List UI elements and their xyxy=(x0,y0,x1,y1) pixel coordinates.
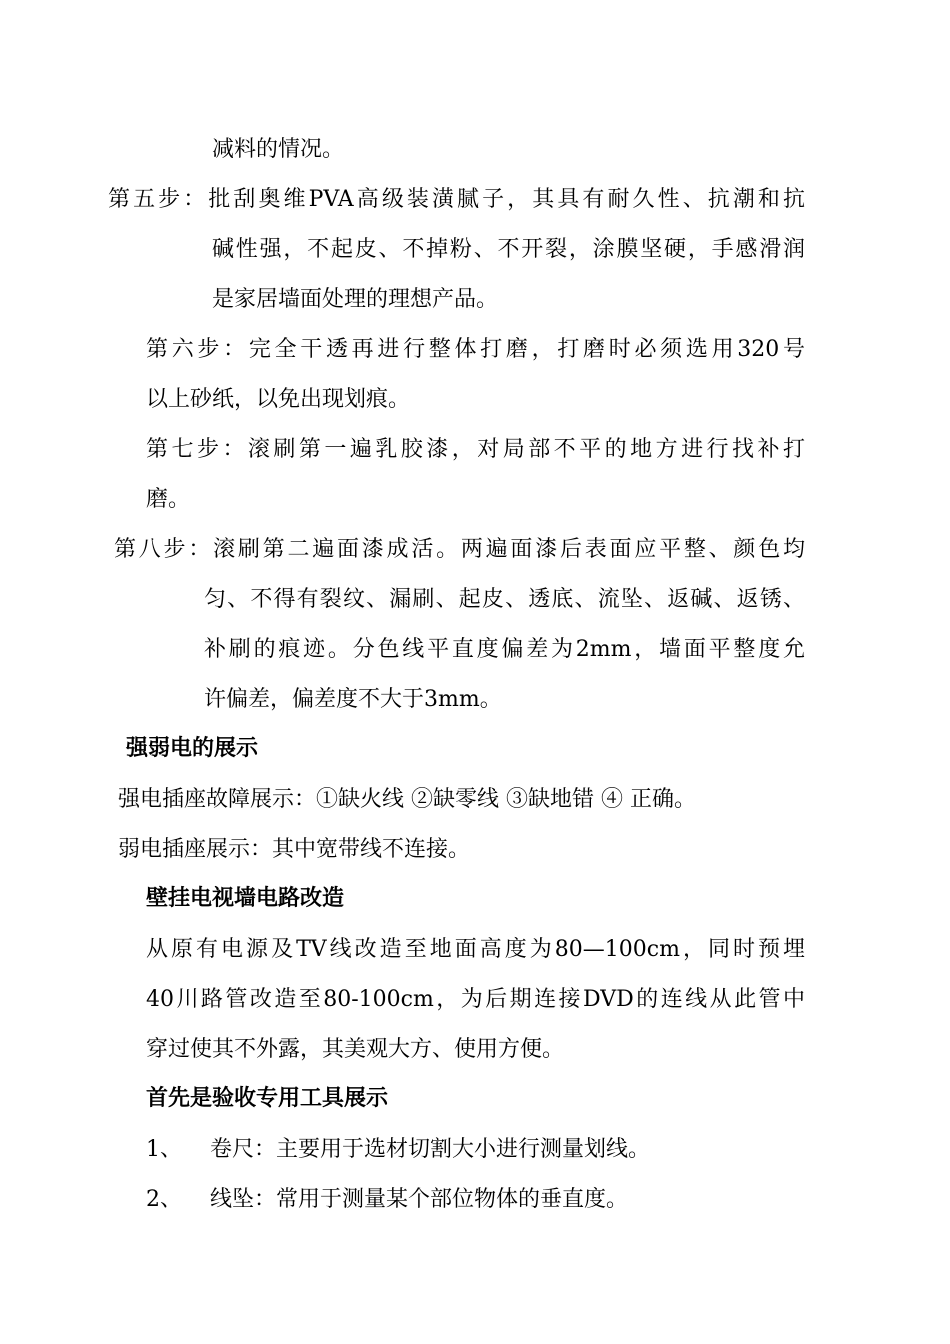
step-eight-line-4: 许偏差，偏差度不大于3mm。 xyxy=(204,687,502,712)
tool-item-plumb: 2、 线坠：常用于测量某个部位物体的垂直度。 xyxy=(146,1187,628,1212)
tv-wall-line-3: 穿过使其不外露，其美观大方、使用方便。 xyxy=(146,1037,565,1062)
strong-socket-line: 强电插座故障展示：①缺火线 ②缺零线 ③缺地错 ④ 正确。 xyxy=(118,787,696,812)
section-heading-tools: 首先是验收专用工具展示 xyxy=(146,1086,389,1111)
step-six-line-2: 以上砂纸，以免出现划痕。 xyxy=(146,387,411,412)
step-five-line-1: 第五步：批刮奥维PVA高级装潢腻子，其具有耐久性、抗潮和抗 xyxy=(108,187,805,212)
tool-item-tape: 1、 卷尺：主要用于选材切割大小进行测量划线。 xyxy=(146,1137,650,1162)
section-heading-tv-wall: 壁挂电视墙电路改造 xyxy=(146,886,345,911)
step-eight-line-2: 匀、不得有裂纹、漏刷、起皮、透底、流坠、返碱、返锈、 xyxy=(204,587,805,612)
step-five-line-2: 碱性强，不起皮、不掉粉、不开裂，涂膜坚硬，手感滑润 xyxy=(212,237,805,262)
weak-socket-line: 弱电插座展示：其中宽带线不连接。 xyxy=(118,837,471,862)
tv-wall-line-1: 从原有电源及TV线改造至地面高度为80—100cm，同时预埋 xyxy=(146,937,805,962)
step-seven-line-1: 第七步：滚刷第一遍乳胶漆，对局部不平的地方进行找补打 xyxy=(146,437,805,462)
text-line: 减料的情况。 xyxy=(212,137,345,162)
step-eight-line-3: 补刷的痕迹。分色线平直度偏差为2mm，墙面平整度允 xyxy=(204,637,805,662)
section-heading-power: 强弱电的展示 xyxy=(126,736,259,761)
step-eight-line-1: 第八步：滚刷第二遍面漆成活。两遍面漆后表面应平整、颜色均 xyxy=(114,537,805,562)
step-seven-line-2: 磨。 xyxy=(146,487,191,512)
tv-wall-line-2: 40川路管改造至80-100cm，为后期连接DVD的连线从此管中 xyxy=(146,987,805,1012)
step-five-line-3: 是家居墙面处理的理想产品。 xyxy=(212,287,499,312)
step-six-line-1: 第六步：完全干透再进行整体打磨，打磨时必须选用320号 xyxy=(146,337,805,362)
